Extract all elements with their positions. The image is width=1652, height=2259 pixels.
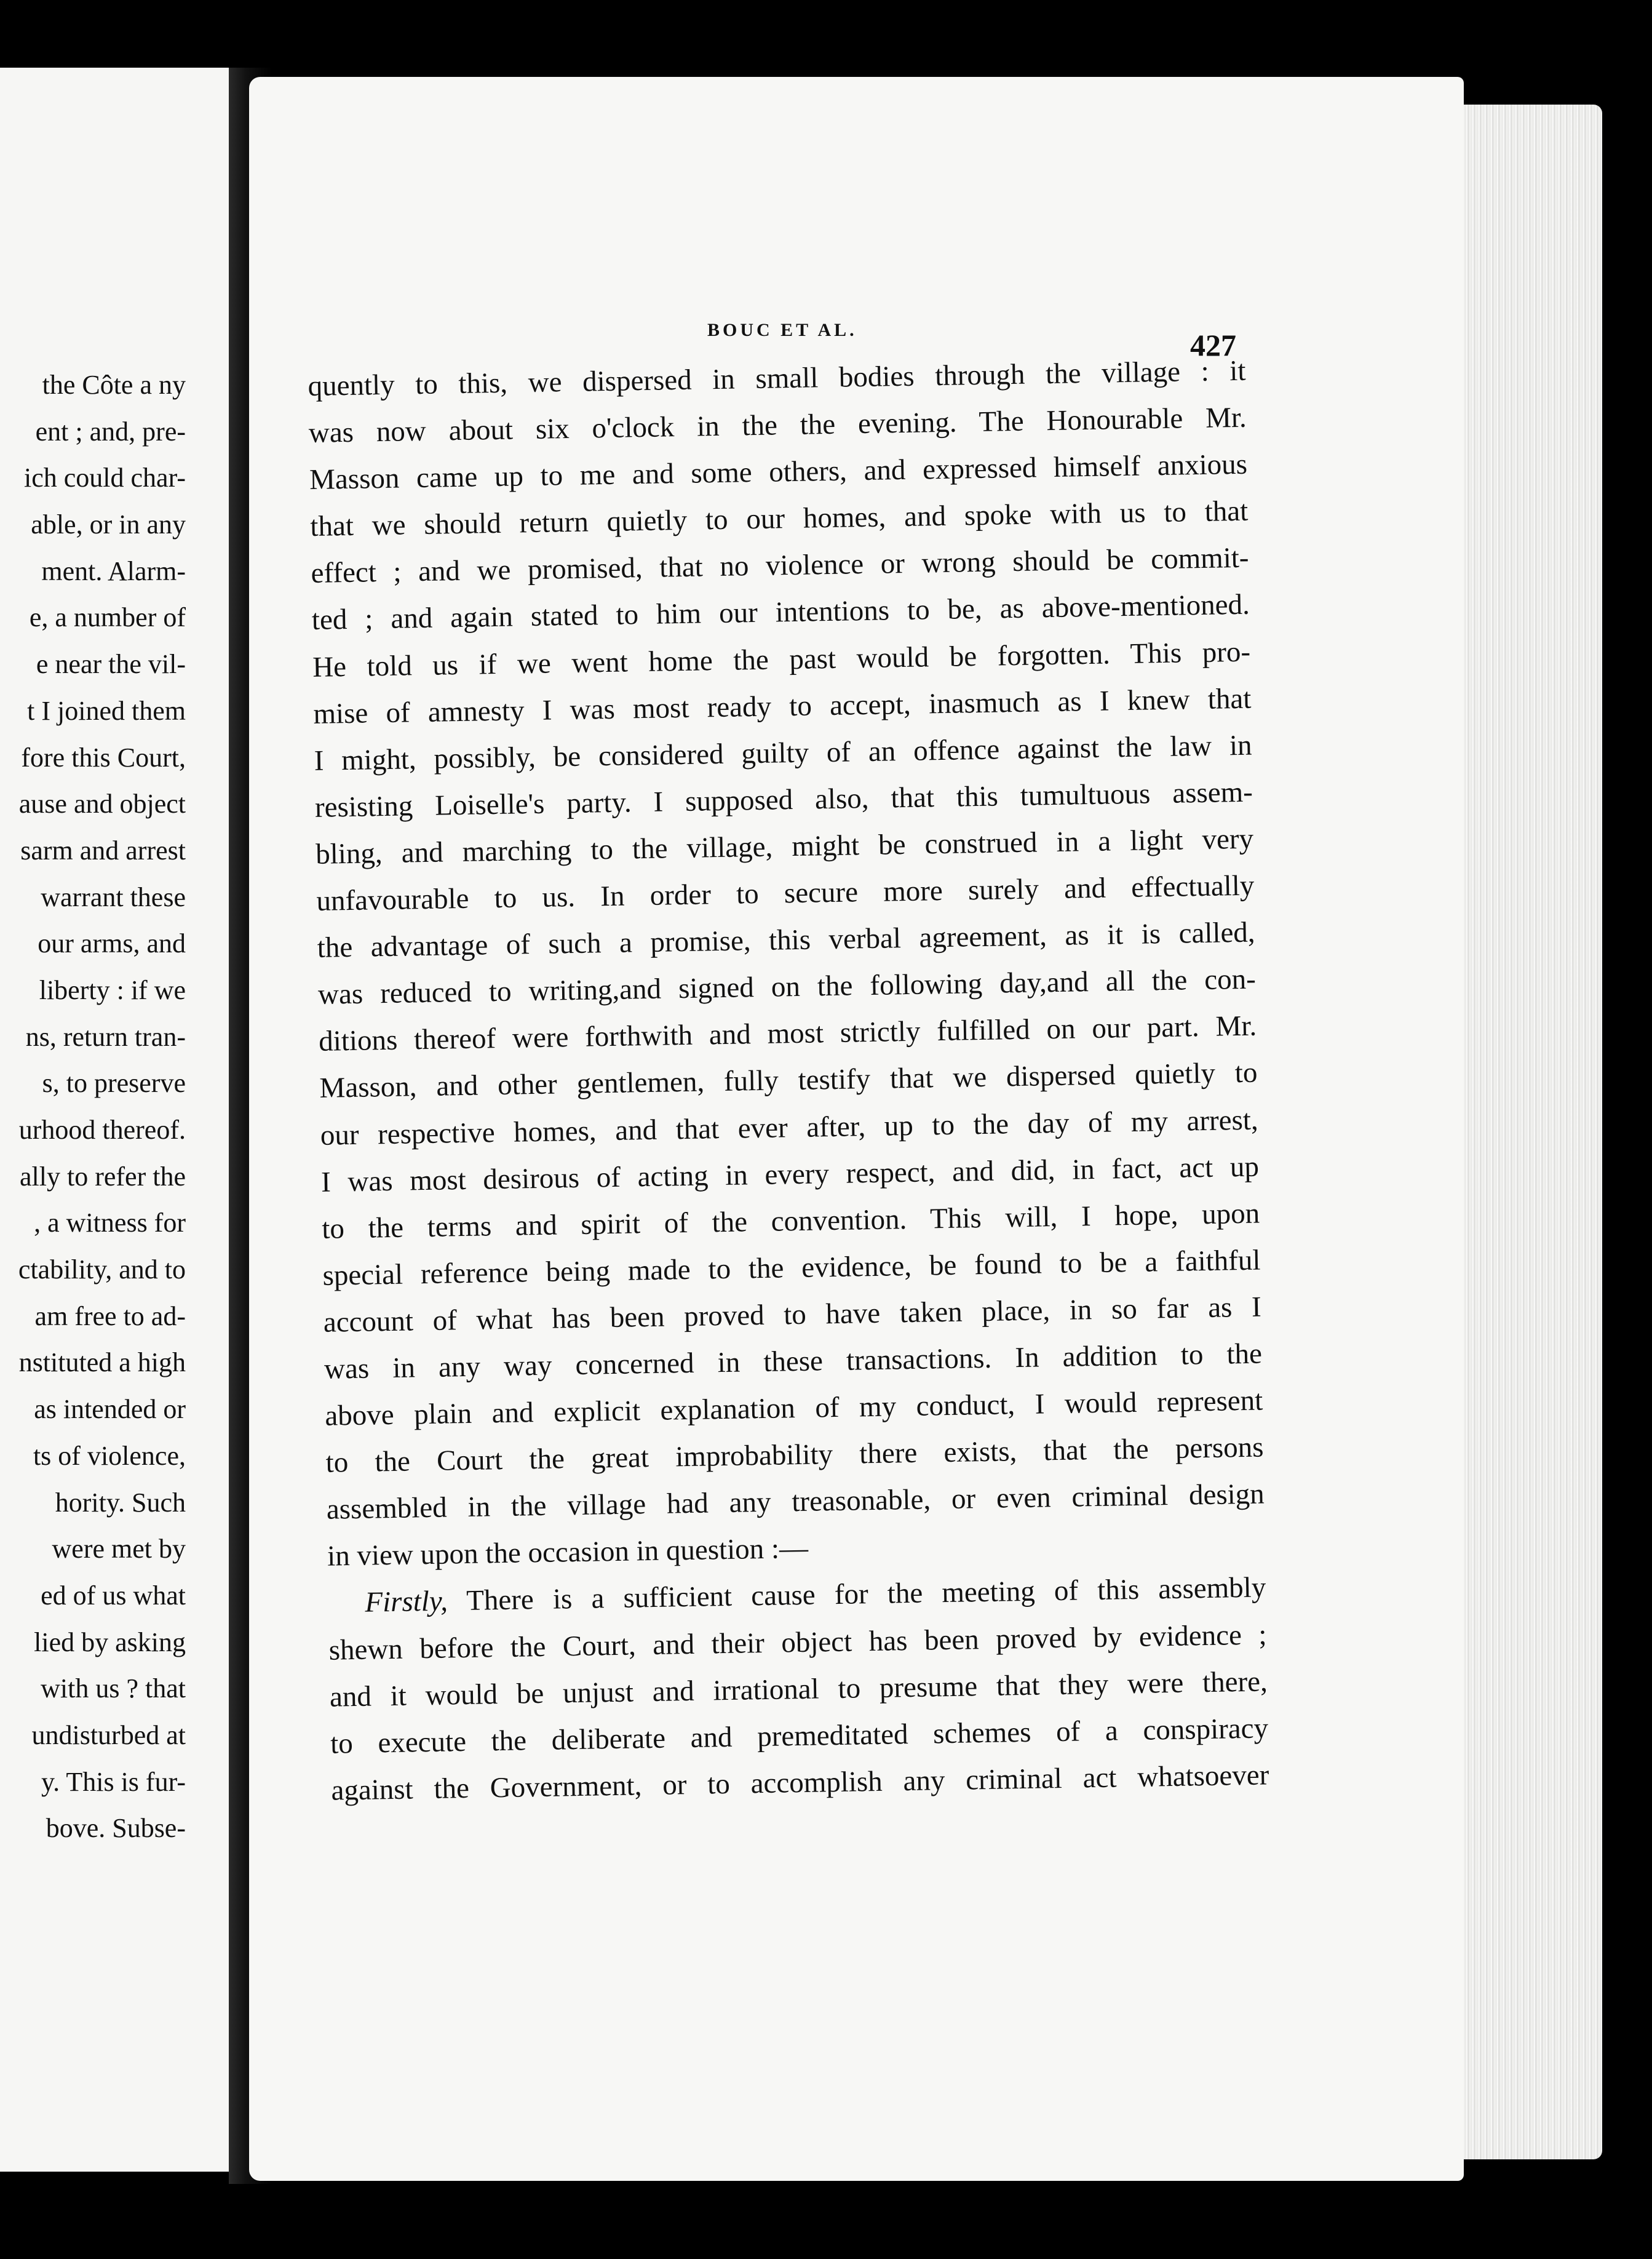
text-line: ctability, and to	[18, 1254, 186, 1285]
text-line: in view upon the occasion in question :—	[327, 1532, 809, 1573]
text-line: undisturbed at	[31, 1719, 186, 1750]
text-line: ts of violence,	[33, 1440, 186, 1471]
text-line: were met by	[52, 1534, 186, 1564]
text-line: was reduced to writing,and signed on the following day,and all the con-	[317, 963, 1257, 1011]
text-line: against the Government, or to accomplish any criminal act whatsoever	[331, 1759, 1269, 1807]
text-line: fore this Court,	[21, 742, 186, 773]
text-line: Masson, and other gentlemen, fully testify that we dispersed quietly to	[319, 1056, 1258, 1105]
text-line: was in any way concerned in these transactions. In addition to the	[324, 1337, 1263, 1385]
page-body-text	[308, 348, 1269, 1814]
text-line: sarm and arrest	[20, 835, 186, 866]
text-line: our respective homes, and that ever after, up to the day of my arrest,	[320, 1104, 1259, 1152]
text-line: shewn before the Court, and their object has been proved by evidence ;	[328, 1618, 1267, 1667]
text-line: effect ; and we promised, that no violence or wrong should be commit-	[311, 542, 1249, 590]
text-line: ause and object	[18, 789, 186, 819]
text-line: liberty : if we	[39, 974, 186, 1005]
text-line: quently to this, we dispersed in small bodies through the village : it	[308, 354, 1246, 402]
text-line: ns, return tran-	[25, 1021, 186, 1052]
previous-page	[0, 68, 230, 2172]
text-line: unfavourable to us. In order to secure more surely and effectually	[316, 869, 1255, 917]
text-line: special reference being made to the evidence, be found to be a faithful	[322, 1244, 1261, 1292]
text-line: resisting Loiselle's party. I supposed also, that this tumultuous assem-	[314, 776, 1253, 824]
text-line: the advantage of such a promise, this verbal agreement, as it is called,	[317, 916, 1255, 964]
text-line: mise of amnesty I was most ready to accept, inasmuch as I knew that	[313, 682, 1252, 730]
text-line: account of what has been proved to have taken place, in so far as I	[323, 1291, 1262, 1339]
text-line: t I joined them	[27, 695, 186, 726]
text-line: to the terms and spirit of the convention. This will, I hope, upon	[321, 1197, 1260, 1245]
text-line: Masson came up to me and some others, and expressed himself anxious	[309, 448, 1248, 496]
text-line: to execute the deliberate and premeditated schemes of a conspiracy	[330, 1712, 1269, 1760]
text-line: above plain and explicit explanation of my conduct, I would represent	[324, 1384, 1263, 1432]
text-line: ditions thereof were forthwith and most strictly fulfilled on our part. Mr.	[318, 1010, 1257, 1058]
text-line: ment. Alarm-	[41, 556, 186, 586]
text-line: ich could char-	[24, 463, 186, 493]
text-line: bove. Subse-	[46, 1813, 186, 1844]
text-line: lied by asking	[34, 1627, 186, 1657]
page-edges	[1451, 105, 1602, 2159]
text-line: I was most desirous of acting in every respect, and did, in fact, act up	[320, 1150, 1260, 1198]
text-line: ally to refer the	[20, 1161, 186, 1192]
text-line: able, or in any	[31, 509, 186, 540]
text-line: , a witness for	[34, 1208, 186, 1238]
text-line: was now about six o'clock in the the evening. The Honourable Mr.	[308, 401, 1247, 450]
text-line: warrant these	[41, 882, 186, 912]
text-line: the Côte a ny	[42, 370, 186, 400]
text-line: our arms, and	[38, 928, 186, 959]
text-line: ted ; and again stated to him our intentions to be, as above-mentioned.	[311, 589, 1250, 637]
text-line: that we should return quietly to our homes, and spoke with us to that	[309, 495, 1249, 543]
running-head: BOUC ET AL.	[707, 320, 857, 340]
text-line-firstly: Firstly, There is a sufficient cause for the meeting of this assembly	[364, 1571, 1266, 1619]
text-line: urhood thereof.	[18, 1115, 186, 1145]
text-line: hority. Such	[55, 1487, 186, 1518]
text-line: ed of us what	[41, 1580, 186, 1611]
text-line: to the Court the great improbability there exists, that the persons	[325, 1431, 1264, 1479]
text-line: bling, and marching to the village, might be construed in a light very	[315, 823, 1254, 871]
text-line: ent ; and, pre-	[35, 416, 186, 447]
text-line: with us ? that	[41, 1673, 186, 1704]
text-line: s, to preserve	[42, 1068, 186, 1099]
text-line: assembled in the village had any treasonable, or even criminal design	[326, 1478, 1265, 1526]
text-line: as intended or	[34, 1394, 186, 1425]
text-line: e near the vil-	[36, 649, 186, 680]
text-line: and it would be unjust and irrational to presume that they were there,	[329, 1665, 1268, 1713]
text-line: I might, possibly, be considered guilty of an offence against the law in	[314, 729, 1252, 777]
previous-page-text	[18, 362, 186, 1852]
text-line: He told us if we went home the past would be forgotten. This pro-	[312, 635, 1251, 683]
page-number: 427	[1190, 328, 1236, 362]
text-line: e, a number of	[29, 602, 186, 633]
text-line: nstituted a high	[18, 1347, 186, 1378]
text-line: am free to ad-	[34, 1301, 186, 1331]
text-line: y. This is fur-	[41, 1766, 186, 1797]
